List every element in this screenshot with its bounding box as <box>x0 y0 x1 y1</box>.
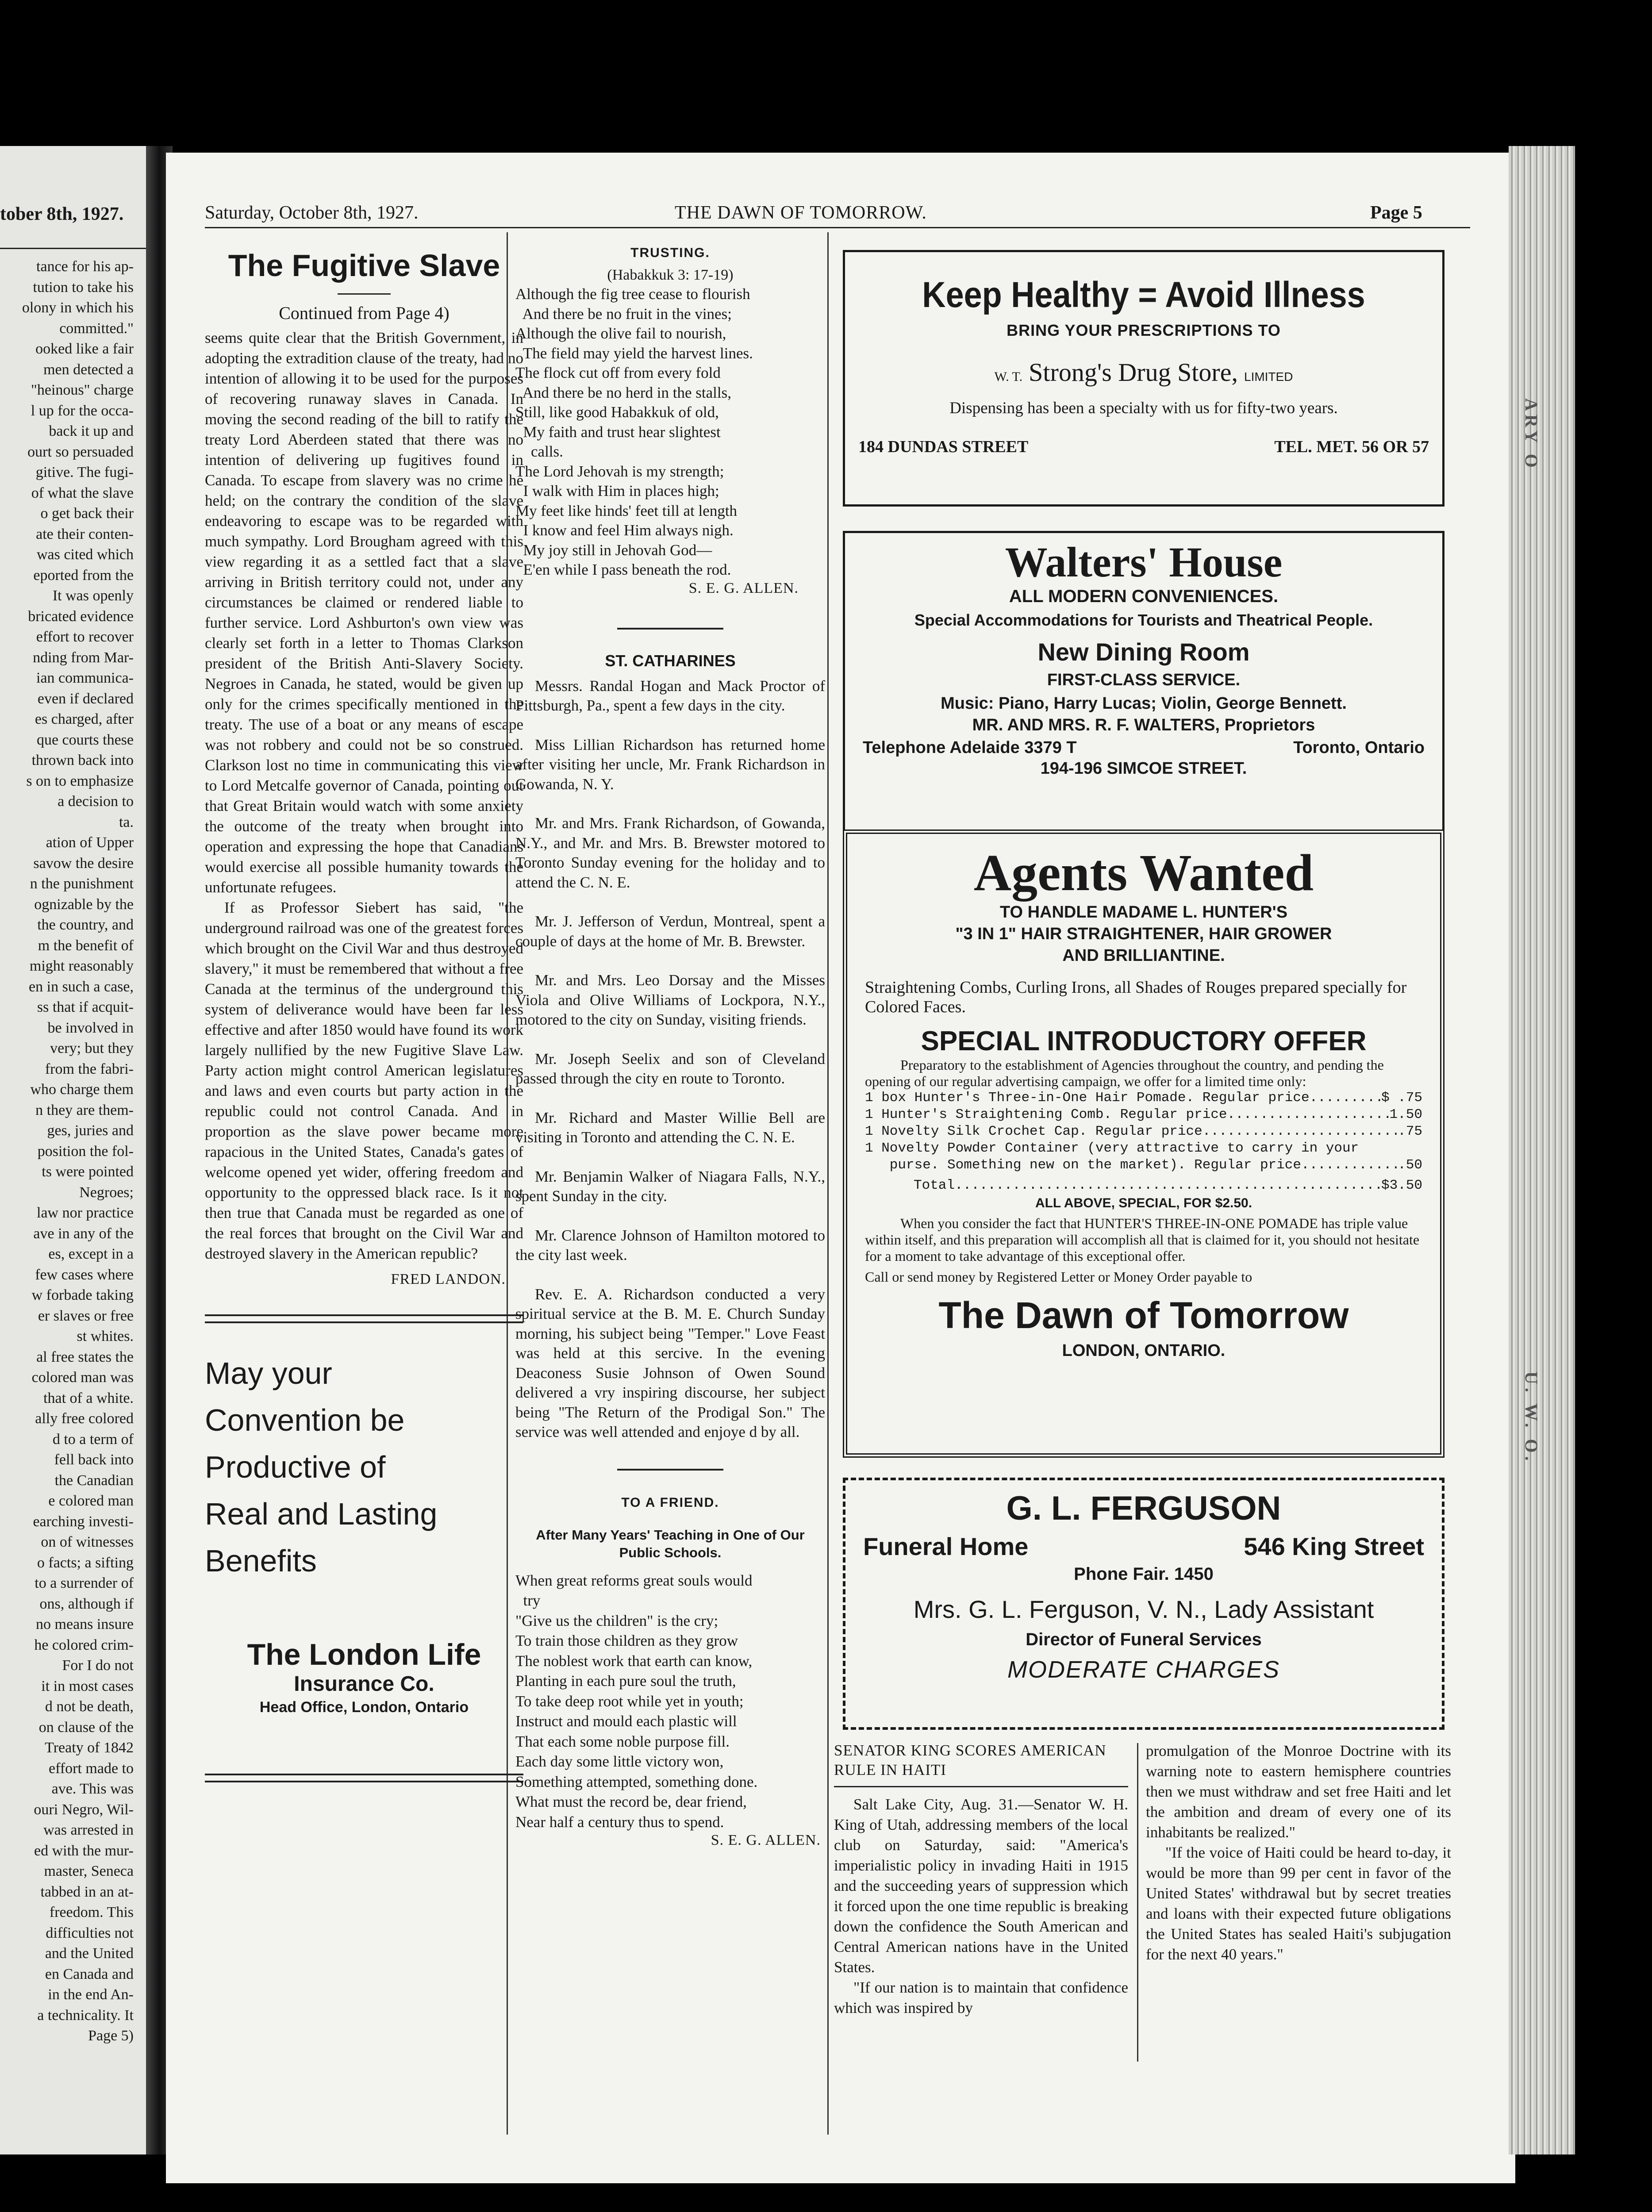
poem-line: To take deep root while yet in youth; <box>515 1692 744 1710</box>
left-page-line: freedom. This <box>49 1904 134 1920</box>
convention-line: Benefits <box>205 1544 317 1578</box>
news-item: Miss Lillian Richardson has returned home after visiting her uncle, Mr. Frank Richardson in Gowanda, N. Y. <box>515 736 825 793</box>
poem-line: try <box>515 1592 541 1609</box>
left-page-line: back it up and <box>49 423 134 439</box>
agents-special: ALL ABOVE, SPECIAL, FOR $2.50. <box>1035 1196 1252 1210</box>
walters-music: Music: Piano, Harry Lucas; Violin, George Bennett. <box>941 694 1347 713</box>
agents-price-list <box>865 1090 1422 1174</box>
left-page-line: effort to recover <box>36 629 134 645</box>
trusting-signature: S. E. G. ALLEN. <box>688 580 799 596</box>
price-row <box>865 1140 1422 1157</box>
price-item-name: purse. Something new on the market). Regular price <box>865 1157 1301 1173</box>
price-row <box>865 1157 1422 1174</box>
drug-ad-telephone: TEL. MET. 56 OR 57 <box>1274 438 1429 456</box>
walters-dining: New Dining Room <box>1037 638 1250 666</box>
price-row <box>865 1090 1422 1106</box>
left-page-line: no means insure <box>36 1616 134 1632</box>
left-page-line: ouri Negro, Wil- <box>34 1801 134 1818</box>
drug-ad-address: 184 DUNDAS STREET <box>858 438 1029 456</box>
news-item: Mr. Benjamin Walker of Niagara Falls, N.Y., spent Sunday in the city. <box>515 1167 825 1205</box>
walters-street: 194-196 SIMCOE STREET. <box>1040 759 1247 778</box>
left-page-line: master, Seneca <box>44 1863 134 1879</box>
poem-line: My feet like hinds' feet till at length <box>515 502 738 519</box>
continued-note: Continued from Page 4) <box>279 303 449 323</box>
price-item-name: 1 Novelty Powder Container (very attractive to carry in your <box>865 1141 1359 1156</box>
left-page-line: it in most cases <box>41 1678 134 1694</box>
agents-line-3: AND BRILLIANTINE. <box>1062 946 1225 965</box>
ferguson-address-row <box>863 1532 1424 1561</box>
ferguson-name: G. L. FERGUSON <box>1006 1490 1281 1527</box>
left-page-line: earching investi- <box>33 1513 134 1530</box>
left-page-line: For I do not <box>62 1657 134 1674</box>
left-page-line: It was openly <box>52 588 134 604</box>
left-page-line: the Canadian <box>54 1472 134 1489</box>
trusting-poem <box>515 284 825 580</box>
ferguson-assistant: Mrs. G. L. Ferguson, V. N., Lady Assistant <box>913 1595 1374 1623</box>
left-page-line: es charged, after <box>35 711 134 727</box>
left-page-line: ave in any of the <box>33 1225 134 1242</box>
london-life-office: Head Office, London, Ontario <box>259 1699 469 1716</box>
news-item: Mr. Clarence Johnson of Hamilton motored to the city last week. <box>515 1226 825 1263</box>
left-page-line: nding from Mar- <box>33 649 134 666</box>
news-item: Mr. and Mrs. Leo Dorsay and the Misses Viola and Olive Williams of Lockpora, N.Y., motored to the city on Sunday, visiting friends. <box>515 972 825 1028</box>
poem-line: I walk with Him in places high; <box>515 482 719 499</box>
left-page-line: to a surrender of <box>35 1575 134 1591</box>
london-life-ad <box>205 1637 523 1716</box>
left-page-line: tance for his ap- <box>36 258 134 275</box>
agents-total-value: $3.50 <box>1381 1178 1422 1193</box>
poem-line: To train those children as they grow <box>515 1632 738 1649</box>
drug-store-ad <box>843 250 1445 507</box>
poem-line: Instruct and mould each plastic will <box>515 1713 737 1730</box>
left-page-line: Page 5) <box>88 2028 134 2044</box>
header-paper-name: THE DAWN OF TOMORROW. <box>675 203 927 223</box>
ferguson-director: Director of Funeral Services <box>1026 1630 1262 1649</box>
to-friend-signature: S. E. G. ALLEN. <box>711 1832 821 1848</box>
walters-accommodations: Special Accommodations for Tourists and Theatrical People. <box>914 611 1373 629</box>
left-page-line: a technicality. It <box>37 2007 134 2024</box>
poem-line: The noblest work that earth can know, <box>515 1652 753 1670</box>
section-rule <box>617 1469 723 1471</box>
left-page-line: bricated evidence <box>28 608 134 625</box>
drug-ad-contact <box>858 437 1429 457</box>
left-page-line: m the benefit of <box>38 937 134 954</box>
agents-dawn-title: The Dawn of Tomorrow <box>938 1294 1349 1336</box>
senator-paragraph: promulgation of the Monroe Doctrine with its warning note to eastern hemisphere countries then we must withdraw and set free Haiti and let the ambition and dream of every one of its inhabitants be realized." <box>1146 1742 1451 1841</box>
news-item: Messrs. Randal Hogan and Mack Proctor of Pittsburgh, Pa., spent a few days in the city. <box>515 677 825 714</box>
double-rule <box>205 1314 523 1323</box>
left-page-line: was arrested in <box>43 1822 134 1838</box>
price-item-price: $ .75 <box>1381 1090 1422 1106</box>
walters-telephone: Telephone Adelaide 3379 T <box>863 738 1077 757</box>
left-page-line: es, except in a <box>48 1246 134 1262</box>
left-page-line: who charge them <box>30 1081 134 1098</box>
left-page-line: ation of Upper <box>46 834 134 851</box>
london-life-insurance: Insurance Co. <box>294 1672 434 1696</box>
poem-line: And there be no herd in the stalls, <box>515 384 731 401</box>
drug-ad-store-line <box>858 357 1429 387</box>
price-item-price: .50 <box>1398 1157 1422 1173</box>
ferguson-moderate: MODERATE CHARGES <box>1007 1656 1280 1683</box>
walters-proprietors: MR. AND MRS. R. F. WALTERS, Proprietors <box>972 716 1315 734</box>
ferguson-ad <box>843 1478 1445 1730</box>
price-item-price: .75 <box>1398 1124 1422 1139</box>
edge-stamp: ARY O <box>1521 398 1541 471</box>
convention-line: May your <box>205 1356 332 1390</box>
left-page-line: l up for the occa- <box>31 402 134 419</box>
news-item: Mr. Richard and Master Willie Bell are visiting in Toronto and attending the C. N. E. <box>515 1109 825 1146</box>
st-catharines-title: ST. CATHARINES <box>605 651 736 670</box>
poem-line: Near half a century thus to spend. <box>515 1813 724 1831</box>
left-page-header: tober 8th, 1927. <box>0 204 124 224</box>
left-page-line: d to a term of <box>52 1431 134 1448</box>
left-page-line: tution to take his <box>33 279 134 296</box>
left-page-line: few cases where <box>35 1266 134 1283</box>
left-page-line: e colored man <box>48 1493 134 1509</box>
agents-intro: Preparatory to the establishment of Agencies throughout the country, and pending the opening of our regular advertising campaign, we offer for a limited time only: <box>865 1057 1384 1089</box>
left-page-line: ta. <box>119 814 134 830</box>
poem-line: What must the record be, dear friend, <box>515 1793 747 1810</box>
drug-ad-store: Strong's Drug Store, <box>1029 358 1238 387</box>
fugitive-body <box>205 328 523 1264</box>
header-rule <box>205 227 1470 228</box>
drug-ad-subhead: BRING YOUR PRESCRIPTIONS TO <box>1007 321 1281 339</box>
price-dots <box>1227 1106 1390 1123</box>
title-rule <box>338 293 391 295</box>
left-page-line: o get back their <box>40 505 134 522</box>
convention-line: Productive of <box>205 1450 386 1484</box>
left-page-line: s on to emphasize <box>26 772 134 789</box>
left-page-line: colored man was <box>31 1369 134 1386</box>
left-page-line: n they are them- <box>35 1102 134 1118</box>
agents-line-1: TO HANDLE MADAME L. HUNTER'S <box>999 903 1288 922</box>
agents-offer-title: SPECIAL INTRODUCTORY OFFER <box>921 1026 1367 1056</box>
left-page-line: ons, although if <box>39 1595 134 1612</box>
convention-line: Convention be <box>205 1403 405 1437</box>
column-rule-3 <box>1137 1743 1138 2062</box>
left-page-line: might reasonably <box>29 958 134 974</box>
poem-line: When great reforms great souls would <box>515 1571 753 1589</box>
poem-line: Something attempted, something done. <box>515 1773 758 1790</box>
poem-line: The Lord Jehovah is my strength; <box>515 462 724 480</box>
agents-title: Agents Wanted <box>973 844 1314 902</box>
left-page-line: en in such a case, <box>29 978 134 995</box>
left-page-line: al free states the <box>36 1348 134 1365</box>
price-item-name: 1 Novelty Silk Crochet Cap. Regular price <box>865 1124 1203 1139</box>
price-dots <box>1301 1157 1398 1174</box>
walters-house-ad <box>843 531 1445 841</box>
header-date: Saturday, October 8th, 1927. <box>205 203 419 223</box>
newspaper-page <box>166 153 1515 2183</box>
left-page-line: of what the slave <box>31 484 134 501</box>
price-row <box>865 1106 1422 1123</box>
poem-line: And there be no fruit in the vines; <box>515 305 732 323</box>
agents-wanted-ad <box>843 830 1445 1458</box>
senator-title: SENATOR KING SCORES AMERICAN RULE IN HAITI <box>834 1741 1128 1787</box>
ferguson-home: Funeral Home <box>863 1532 1029 1560</box>
poem-line: The field may yield the harvest lines. <box>515 344 753 362</box>
poem-line: The flock cut off from every fold <box>515 364 721 381</box>
left-page-line: very; but they <box>50 1040 134 1056</box>
poem-line: Although the fig tree cease to flourish <box>515 285 750 303</box>
left-page-line: difficulties not <box>46 1924 134 1941</box>
header-page-number: Page 5 <box>1370 203 1422 223</box>
drug-ad-initials: W. T. <box>994 369 1023 384</box>
left-page-line: even if declared <box>37 690 134 707</box>
to-friend-poem <box>515 1571 825 1832</box>
walters-conveniences: ALL MODERN CONVENIENCES. <box>1009 587 1279 606</box>
drug-ad-specialty: Dispensing has been a specialty with us for fifty-two years. <box>949 399 1338 417</box>
left-page-line: on clause of the <box>38 1719 134 1736</box>
column-rule-2 <box>827 232 829 2135</box>
left-page-line: effort made to <box>49 1760 134 1777</box>
left-page-line: st whites. <box>77 1328 134 1344</box>
walters-title: Walters' House <box>1005 538 1283 586</box>
left-page-line: committed." <box>59 320 134 337</box>
senator-body-right <box>1146 1741 1451 1965</box>
left-page-line: gitive. The fugi- <box>35 464 134 480</box>
news-item: Mr. J. Jefferson of Verdun, Montreal, spent a couple of days at the home of Mr. B. Brewster. <box>515 913 825 950</box>
ferguson-phone: Phone Fair. 1450 <box>1074 1564 1214 1584</box>
agents-consider: When you consider the fact that HUNTER'S THREE-IN-ONE POMADE has triple value within itself, and this preparation will accomplish all that is claimed for it, you should not hesitate for a moment to take advantage of this exceptional offer. <box>865 1215 1420 1264</box>
left-page-line: ian communica- <box>36 670 134 686</box>
walters-service: FIRST-CLASS SERVICE. <box>1047 671 1241 689</box>
agents-line-2: "3 IN 1" HAIR STRAIGHTENER, HAIR GROWER <box>955 925 1332 943</box>
column-middle <box>515 246 825 1849</box>
left-page-line: on of witnesses <box>41 1534 134 1550</box>
poem-line: E'en while I pass beneath the rod. <box>515 561 731 578</box>
news-item: Mr. Joseph Seelix and son of Cleveland passed through the city en route to Toronto. <box>515 1050 825 1087</box>
left-page-text <box>0 257 159 2047</box>
senator-article-left <box>834 1741 1128 2018</box>
left-page-line: ed with the mur- <box>34 1842 134 1859</box>
left-page-line: men detected a <box>43 361 134 378</box>
price-item-price: 1.50 <box>1389 1107 1422 1122</box>
left-page-line: ate their conten- <box>36 526 134 542</box>
price-item-name: 1 box Hunter's Three-in-One Hair Pomade. Regular price <box>865 1090 1310 1106</box>
poem-line: Each day some little victory won, <box>515 1753 724 1770</box>
left-page-line: ally free colored <box>35 1410 134 1427</box>
senator-paragraph: "If the voice of Haiti could be heard to-day, it would be more than 99 per cent in favor of the United States' withdrawal but by secret treaties and loans with their expected future obligations the United States has sealed Haiti's subjugation for the next 40 years." <box>1146 1844 1451 1963</box>
left-page-line: he colored crim- <box>34 1636 134 1653</box>
left-page-line: tabbed in an at- <box>40 1883 134 1900</box>
st-catharines-news <box>515 676 825 1442</box>
fugitive-paragraph: If as Professor Siebert has said, "the underground railroad was one of the greatest forces which brought on the Civil War and thus destroyed slavery," it must be remembered that without a free Canada at the terminus of the underground this system of deliverance would have been far less effective and after 1850 would have found its work largely nullified by the new Fugitive Slave Law. Party action might control American legislatures and laws and even courts but party action in the republic could not control Canada. And in proportion as the slave power became more rapacious in the United States, Canada's gates of welcome opened yet wider, offering freedom and opportunity to the oppressed black race. Is it not then true that Canada must be regarded as one of the real forces that brought on the Civil War and destroyed slavery in the American republic? <box>205 899 523 1262</box>
senator-body-left <box>834 1794 1128 2018</box>
senator-article-right <box>1146 1741 1451 1965</box>
poem-line: Planting in each pure soul the truth, <box>515 1672 736 1690</box>
left-page-line: from the fabri- <box>45 1060 134 1077</box>
left-page-line: thrown back into <box>31 752 134 768</box>
price-item-name: 1 Hunter's Straightening Comb. Regular price <box>865 1107 1227 1122</box>
price-dots <box>1310 1090 1381 1106</box>
london-life-name: The London Life <box>247 1638 481 1671</box>
left-page-line: w forbade taking <box>31 1287 134 1303</box>
poem-line: I know and feel Him always nigh. <box>515 522 734 539</box>
left-page-line: d not be death, <box>45 1698 134 1715</box>
agents-total-row <box>865 1177 1422 1194</box>
walters-contact <box>863 738 1425 757</box>
poem-line: calls. <box>515 443 563 460</box>
left-page-line: and the United <box>45 1945 134 1962</box>
left-page-line: que courts these <box>36 731 134 748</box>
to-friend-title: TO A FRIEND. <box>621 1495 719 1510</box>
left-page-line: Treaty of 1842 <box>45 1740 134 1756</box>
poem-line: Although the olive fail to nourish, <box>515 325 726 342</box>
left-page-line: the country, and <box>37 917 134 933</box>
left-page-line: olony in which his <box>22 300 134 316</box>
agents-total-label: Total <box>914 1178 955 1193</box>
left-page-line: ss that if acquit- <box>37 999 134 1015</box>
left-page-line: ave. This was <box>51 1781 134 1797</box>
fugitive-slave-title: The Fugitive Slave <box>228 248 500 283</box>
poem-line: That each some noble purpose fill. <box>515 1732 730 1750</box>
left-page-line: ooked like a fair <box>35 341 134 357</box>
left-page-line: ognizable by the <box>34 896 134 913</box>
convention-ad <box>205 1350 523 1584</box>
left-page-line: position the fol- <box>37 1143 134 1160</box>
left-page-line: en Canada and <box>45 1966 134 1982</box>
left-page-line: was cited which <box>36 546 134 563</box>
senator-paragraph: "If our nation is to maintain that confidence which was inspired by <box>834 1979 1128 2016</box>
ferguson-street: 546 King Street <box>1244 1532 1424 1560</box>
left-facing-page <box>0 146 159 2154</box>
left-page-line: ges, juries and <box>47 1122 134 1139</box>
news-item: Rev. E. A. Richardson conducted a very spiritual service at the B. M. E. Church Sunday morning, his subject being "Temper." Love Feast was held at this sercive. In the evening Deaconess Susie Johnson of Owen Sound delivered a vry inspiring discourse, her subject being "The Return of the Prodigal Son." The service was well attended and enjoye d by all. <box>515 1285 825 1440</box>
to-friend-subtitle: After Many Years' Teaching in One of Our Public Schools. <box>536 1527 805 1560</box>
walters-city: Toronto, Ontario <box>1293 738 1425 757</box>
agents-call: Call or send money by Registered Letter or Money Order payable to <box>865 1269 1252 1285</box>
senator-paragraph: Salt Lake City, Aug. 31.—Senator W. H. King of Utah, addressing members of the local club on Saturday, said: "America's imperialistic policy in invading Haiti in 1915 and the succeeding years of suppression which it forced upon the one time republic is breaking down the confidence the South American and Central American nations have in the United States. <box>834 1796 1128 1976</box>
poem-line: "Give us the children" is the cry; <box>515 1612 718 1629</box>
drug-ad-limited: LIMITED <box>1244 370 1293 384</box>
double-rule-bottom <box>205 1774 523 1782</box>
left-page-line: ourt so persuaded <box>27 443 134 460</box>
left-page-line: eported from the <box>33 567 134 584</box>
fugitive-paragraph: seems quite clear that the British Government, in adopting the extradition clause of the treaty, had no intention of allowing it to be used for the purposes of recovering runaway slaves in Canada. In moving the second reading of the bill to ratify the treaty Lord Aberdeen stated that there was no intention of delivering up fugitives found in Canada. To escape from slavery was no crime he held; on the contrary the condition of the slave endeavoring to escape was to be regarded with much sympathy. Lord Brougham agreed with this view regarding it as a settled fact that a slave arriving in British territory could not, under any circumstances be claimed or rendered liable to further service. Lord Ashburton's own view was clearly set forth in a letter to Thomas Clarkson president of the British Anti-Slavery Society. Negroes in Canada, he stated, would be given up only for the crimes specifically mentioned in the treaty. The use of a boat or any means of escape was not robbery and could not be so construed. Clarkson lost no time in communicating this view to Lord Metcalfe governor of Canada, pointing out that Great Britain would watch with some anxiety the outcome of the treaty when brought into operation and expressing the hope that Canadians would exercise all possible humanity towards the unfortunate refugees. <box>205 329 523 896</box>
column-fugitive-slave <box>205 246 523 1782</box>
left-page-line: "heinous" charge <box>31 382 134 398</box>
price-dots <box>955 1177 1381 1194</box>
left-page-rule <box>0 248 159 249</box>
section-rule <box>617 628 723 630</box>
left-page-line: be involved in <box>47 1019 134 1036</box>
convention-line: Real and Lasting <box>205 1497 438 1531</box>
agents-description: Straightening Combs, Curling Irons, all Shades of Rouges prepared specially for Colored Faces. <box>865 978 1407 1016</box>
left-page-line: law nor practice <box>37 1205 134 1221</box>
left-page-line: n the punishment <box>30 876 134 892</box>
edge-stamp: U. W. O. <box>1521 1371 1541 1464</box>
agents-city: LONDON, ONTARIO. <box>1062 1341 1226 1360</box>
left-page-line: er slaves or free <box>38 1307 134 1324</box>
poem-line: My faith and trust hear slightest <box>515 423 721 441</box>
left-page-line: a decision to <box>58 793 134 810</box>
price-dots <box>1203 1123 1398 1140</box>
left-page-line: that of a white. <box>43 1390 134 1406</box>
left-page-line: o facts; a sifting <box>37 1554 134 1571</box>
news-item: Mr. and Mrs. Frank Richardson, of Gowanda, N.Y., and Mr. and Mrs. B. Brewster motored to Toronto Sunday evening for the holiday and to attend the C. N. E. <box>515 814 825 891</box>
left-page-line: savow the desire <box>33 855 134 872</box>
trusting-reference: (Habakkuk 3: 17-19) <box>607 267 734 283</box>
left-page-line: fell back into <box>54 1452 134 1468</box>
trusting-title: TRUSTING. <box>630 246 710 260</box>
left-page-line: in the end An- <box>48 1986 134 2003</box>
fugitive-signature: FRED LANDON. <box>391 1271 506 1287</box>
poem-line: My joy still in Jehovah God— <box>515 541 712 559</box>
left-page-line: ts were pointed <box>42 1164 134 1180</box>
price-row <box>865 1123 1422 1140</box>
poem-line: Still, like good Habakkuk of old, <box>515 403 719 421</box>
left-page-line: Negroes; <box>79 1184 134 1201</box>
drug-ad-headline: Keep Healthy = Avoid Illness <box>922 275 1365 315</box>
